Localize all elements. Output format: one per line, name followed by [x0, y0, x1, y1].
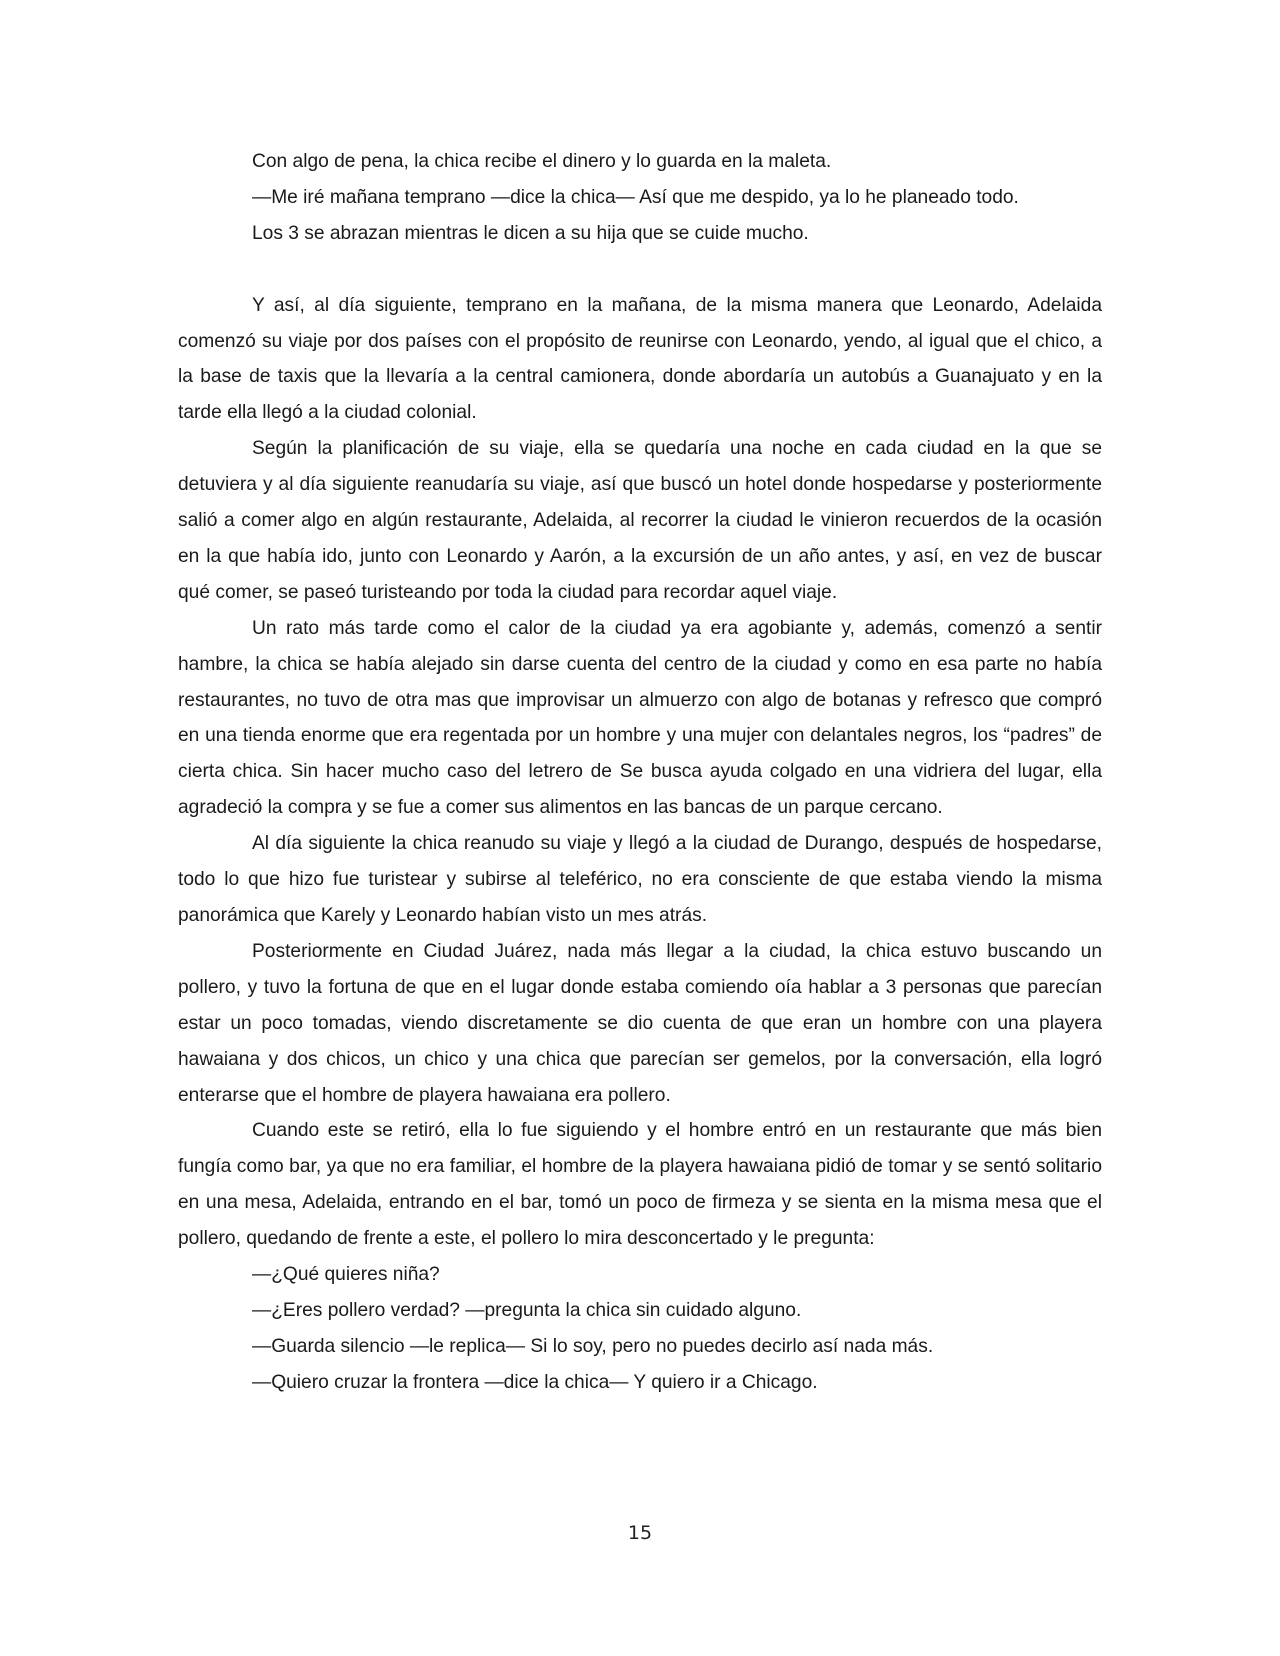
body-text — [178, 144, 1102, 1401]
dialogue-line: —Quiero cruzar la frontera —dice la chica— Y quiero ir a Chicago. — [252, 1371, 818, 1393]
paragraph: Un rato más tarde como el calor de la ciudad ya era agobiante y, además, comenzó a sentir hambre, la chica se había alejado sin darse cuenta del centro de la ciudad y como en esa parte no había restaurantes, no tuvo de otra mas que improvisar un almuerzo con algo de botanas y refresco que compró en una tienda enorme que era regentada por un hombre y una mujer con delantales negros, los “padres” de cierta chica. Sin hacer mucho caso del letrero de Se busca ayuda colgado en una vidriera del lugar, ella agradeció la compra y se fue a comer sus alimentos en las bancas de un parque cercano. — [178, 617, 1102, 819]
dialogue-line: —Me iré mañana temprano —dice la chica— Así que me despido, ya lo he planeado todo. — [252, 186, 1019, 208]
paragraph: Y así, al día siguiente, temprano en la mañana, de la misma manera que Leonardo, Adelaida comenzó su viaje por dos países con el propósito de reunirse con Leonardo, yendo, al igual que el chico, a la base de taxis que la llevaría a la central camionera, donde abordaría un autobús a Guanajuato y en la tarde ella llegó a la ciudad colonial. — [178, 294, 1102, 424]
paragraph: Los 3 se abrazan mientras le dicen a su hija que se cuide mucho. — [252, 222, 809, 244]
dialogue-line: —¿Eres pollero verdad? —pregunta la chica sin cuidado alguno. — [252, 1299, 802, 1321]
paragraph: Al día siguiente la chica reanudo su viaje y llegó a la ciudad de Durango, después de hospedarse, todo lo que hizo fue turistear y subirse al teleférico, no era consciente de que estaba viendo la misma panorámica que Karely y Leonardo habían visto un mes atrás. — [178, 833, 1102, 927]
page-number: 15 — [627, 1522, 653, 1544]
section-break — [178, 252, 1102, 288]
paragraph: Con algo de pena, la chica recibe el dinero y lo guarda en la maleta. — [252, 151, 832, 172]
paragraph: Según la planificación de su viaje, ella se quedaría una noche en cada ciudad en la que se detuviera y al día siguiente reanudaría su viaje, así que buscó un hotel donde hospedarse y posteriormente salió a comer algo en algún restaurante, Adelaida, al recorrer la ciudad le vinieron recuerdos de la ocasión en la que había ido, junto con Leonardo y Aarón, a la excursión de un año antes, y así, en vez de buscar qué comer, se paseó turisteando por toda la ciudad para recordar aquel viaje. — [178, 438, 1102, 603]
paragraph: Cuando este se retiró, ella lo fue siguiendo y el hombre entró en un restaurante que más bien fungía como bar, ya que no era familiar, el hombre de la playera hawaiana pidió de tomar y se sentó solitario en una mesa, Adelaida, entrando en el bar, tomó un poco de firmeza y se sienta en la misma mesa que el pollero, quedando de frente a este, el pollero lo mira desconcertado y le pregunta: — [178, 1120, 1102, 1250]
dialogue-line: —Guarda silencio —le replica— Si lo soy, pero no puedes decirlo así nada más. — [252, 1335, 934, 1357]
paragraph: Posteriormente en Ciudad Juárez, nada más llegar a la ciudad, la chica estuvo buscando un pollero, y tuvo la fortuna de que en el lugar donde estaba comiendo oía hablar a 3 personas que parecían estar un poco tomadas, viendo discretamente se dio cuenta de que eran un hombre con una playera hawaiana y dos chicos, un chico y una chica que parecían ser gemelos, por la conversación, ella logró enterarse que el hombre de playera hawaiana era pollero. — [178, 940, 1102, 1106]
dialogue-line: —¿Qué quieres niña? — [252, 1264, 440, 1286]
